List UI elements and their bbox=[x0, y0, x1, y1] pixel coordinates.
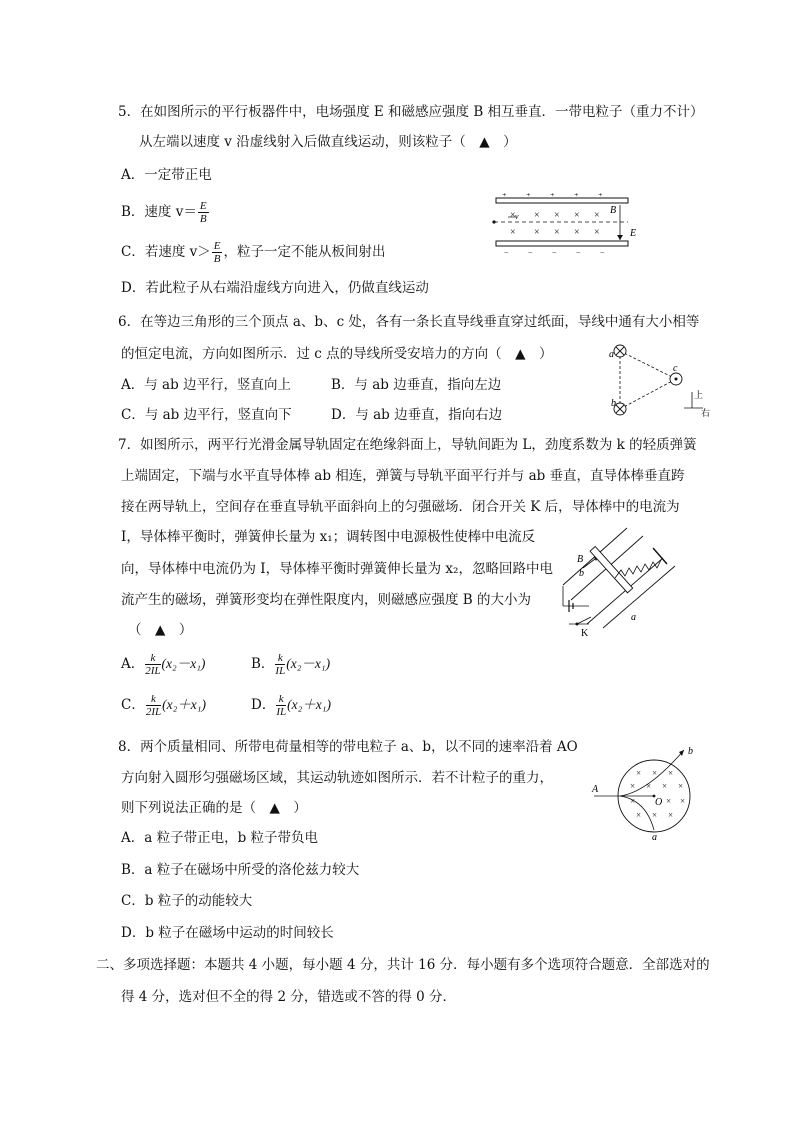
q8-stem-line2: 方向射入圆形匀强磁场区域，其运动轨迹如图所示．若不计粒子的重力， bbox=[121, 770, 553, 786]
cross-mark: × bbox=[662, 781, 668, 791]
cross-mark: × bbox=[554, 210, 560, 221]
cross-mark: × bbox=[554, 227, 560, 238]
q6-stem-line1: 6．在等边三角形的三个顶点 a、b、c 处，各有一条长直导线垂直穿过纸面，导线中通有大小相等 bbox=[118, 314, 700, 330]
center-O-label: O bbox=[655, 797, 663, 808]
cross-mark: × bbox=[678, 781, 684, 791]
q7-stem-line4: I，导体棒平衡时，弹簧伸长量为 x₁；调转图中电源极性使棒中电流反 bbox=[121, 529, 536, 545]
q6-option-d[interactable]: D．与 ab 边垂直，指向右边 bbox=[331, 407, 503, 423]
q7-option-d-expr: (x₂＋x₁) bbox=[287, 697, 331, 712]
minus-sign: − bbox=[552, 248, 557, 255]
q7-stem-line7: （ ▲ ） bbox=[128, 622, 193, 638]
q5-option-c[interactable] bbox=[121, 240, 385, 265]
cross-mark: × bbox=[630, 781, 636, 791]
cross-mark: × bbox=[636, 768, 642, 778]
minus-sign: − bbox=[600, 248, 605, 255]
q7-option-c[interactable] bbox=[121, 693, 206, 718]
q7-stem-line2: 上端固定，下端与水平直导体棒 ab 相连，弹簧与导轨平面平行并与 ab 垂直，直导体棒垂直跨 bbox=[121, 468, 685, 484]
track-b-label: b bbox=[688, 746, 693, 757]
cross-mark: × bbox=[594, 210, 600, 221]
q7-option-c-fraction: $\frac{k}{2IL}$ bbox=[145, 693, 162, 718]
minus-sign: − bbox=[504, 248, 509, 255]
q7-stem-line3: 接在两导轨上，空间存在垂直导轨平面斜向上的匀强磁场．闭合开关 K 后，导体棒中的电流为 bbox=[121, 499, 680, 515]
cross-mark: × bbox=[668, 810, 674, 820]
q7-option-a-label: A． bbox=[121, 656, 145, 672]
track-a-label: a bbox=[652, 832, 657, 842]
q8-option-d[interactable]: D．b 粒子在磁场中运动的时间较长 bbox=[121, 925, 334, 941]
q8-magnetic-circle-figure bbox=[588, 742, 708, 842]
field-B-label: B bbox=[577, 554, 584, 565]
q5-stem-line1: 5．在如图所示的平行板器件中，电场强度 E 和磁感应强度 B 相互垂直．一带电粒子（重力不计） bbox=[118, 104, 704, 120]
q7-option-c-expr: (x₂＋x₁) bbox=[162, 697, 206, 712]
switch-K-label: K bbox=[581, 628, 589, 639]
q5-option-a[interactable]: A．一定带正电 bbox=[121, 167, 212, 183]
rod-end-a-label: a bbox=[631, 612, 636, 623]
section2-heading-line1: 二、多项选择题：本题共 4 小题，每小题 4 分，共计 16 分．每小题有多个选项符合题意．全部选对的 bbox=[96, 957, 710, 973]
cross-mark: × bbox=[510, 210, 516, 221]
q5-option-c-fraction: $\frac{E}{B}$ bbox=[213, 240, 221, 265]
plus-sign: + bbox=[502, 193, 507, 199]
q5-option-b-text: B．速度 v＝ bbox=[121, 204, 197, 220]
q5-option-b[interactable] bbox=[121, 200, 210, 225]
q7-option-b-label: B． bbox=[251, 656, 275, 672]
q7-option-c-label: C． bbox=[121, 697, 145, 713]
q6-option-b[interactable]: B．与 ab 边垂直，指向左边 bbox=[331, 377, 502, 393]
q5-stem-line2: 从左端以速度 v 沿虚线射入后做直线运动，则该粒子（ ▲ ） bbox=[139, 134, 517, 150]
q7-option-a-fraction: $\frac{k}{2IL}$ bbox=[145, 652, 161, 677]
q7-option-b-expr: (x₂－x₁) bbox=[286, 656, 331, 671]
vertex-b-label: b bbox=[611, 398, 616, 409]
q6-option-c[interactable]: C．与 ab 边平行，竖直向下 bbox=[121, 407, 292, 423]
minus-sign: − bbox=[528, 248, 533, 255]
plus-sign: + bbox=[574, 193, 579, 199]
plus-sign: + bbox=[526, 193, 531, 199]
cross-mark: × bbox=[574, 227, 580, 238]
plus-sign: + bbox=[550, 193, 555, 199]
q5-option-b-fraction: $\frac{E}{B}$ bbox=[199, 200, 207, 225]
q7-stem-line5: 向，导体棒中电流仍为 I，导体棒平衡时弹簧伸长量为 x₂，忽略回路中电 bbox=[121, 561, 553, 577]
q5-option-c-text: C．若速度 v＞ bbox=[121, 244, 211, 260]
velocity-label: v bbox=[515, 212, 519, 221]
cross-mark: × bbox=[666, 796, 672, 806]
vertex-a-label: a bbox=[609, 349, 614, 360]
q8-option-c[interactable]: C．b 粒子的动能较大 bbox=[121, 893, 253, 909]
q7-option-d-label: D． bbox=[251, 697, 276, 713]
magnetic-field-label: B bbox=[610, 205, 617, 216]
point-A-label: A bbox=[592, 784, 599, 795]
vertex-c-label: c bbox=[673, 363, 678, 374]
direction-up-label: 上 bbox=[694, 390, 704, 400]
cross-mark: × bbox=[534, 227, 540, 238]
q8-stem-line1: 8．两个质量相同、所带电荷量相等的带电粒子 a、b，以不同的速率沿着 AO bbox=[118, 739, 578, 755]
q7-option-b-fraction: $\frac{k}{IL}$ bbox=[275, 652, 286, 677]
cross-mark: × bbox=[652, 810, 658, 820]
q8-option-b[interactable]: B．a 粒子在磁场中所受的洛伦兹力较大 bbox=[121, 862, 360, 878]
q6-option-a[interactable]: A．与 ab 边平行，竖直向上 bbox=[121, 377, 292, 393]
rod-end-b-label: b bbox=[579, 568, 584, 579]
cross-mark: × bbox=[630, 796, 636, 806]
plus-sign: + bbox=[598, 193, 603, 199]
cross-mark: × bbox=[646, 781, 652, 791]
q7-option-a[interactable] bbox=[121, 652, 205, 677]
q5-option-c-tail: ，粒子一定不能从板间射出 bbox=[223, 244, 386, 260]
direction-right-label: 右 bbox=[701, 408, 711, 418]
q8-option-a[interactable]: A．a 粒子带正电，b 粒子带负电 bbox=[121, 830, 319, 846]
cross-mark: × bbox=[668, 768, 674, 778]
section2-heading-line2: 得 4 分，选对但不全的得 2 分，错选或不答的得 0 分． bbox=[121, 989, 457, 1005]
cross-mark: × bbox=[594, 227, 600, 238]
cross-mark: × bbox=[574, 210, 580, 221]
q7-option-a-expr: (x₂－x₁) bbox=[161, 656, 206, 671]
q7-option-b[interactable] bbox=[251, 652, 330, 677]
q7-stem-line1: 7．如图所示，两平行光滑金属导轨固定在绝缘斜面上，导轨间距为 L，劲度系数为 k 的轻质弹簧 bbox=[118, 437, 697, 453]
q7-stem-line6: 流产生的磁场，弹簧形变均在弹性限度内，则磁感应强度 B 的大小为 bbox=[121, 592, 532, 608]
cross-mark: × bbox=[680, 796, 686, 806]
minus-sign: − bbox=[576, 248, 581, 255]
wire-c-icon bbox=[670, 373, 682, 385]
q8-stem-line3: 则下列说法正确的是（ ▲ ） bbox=[121, 800, 307, 816]
q7-option-d-fraction: $\frac{k}{IL}$ bbox=[276, 693, 287, 718]
cross-mark: × bbox=[534, 210, 540, 221]
cross-mark: × bbox=[652, 768, 658, 778]
q7-option-d[interactable] bbox=[251, 693, 331, 718]
q6-triangle-figure bbox=[603, 336, 715, 420]
q6-stem-line2: 的恒定电流，方向如图所示．过 c 点的导线所受安培力的方向（ ▲ ） bbox=[121, 346, 553, 362]
electric-field-label: E bbox=[630, 228, 637, 239]
q5-parallel-plate-figure bbox=[490, 193, 640, 255]
cross-mark: × bbox=[510, 227, 516, 238]
q7-inclined-rails-figure bbox=[555, 520, 685, 640]
q5-option-d[interactable]: D．若此粒子从右端沿虚线方向进入，仍做直线运动 bbox=[121, 280, 429, 296]
cross-mark: × bbox=[636, 810, 642, 820]
wire-a-icon bbox=[614, 345, 626, 357]
